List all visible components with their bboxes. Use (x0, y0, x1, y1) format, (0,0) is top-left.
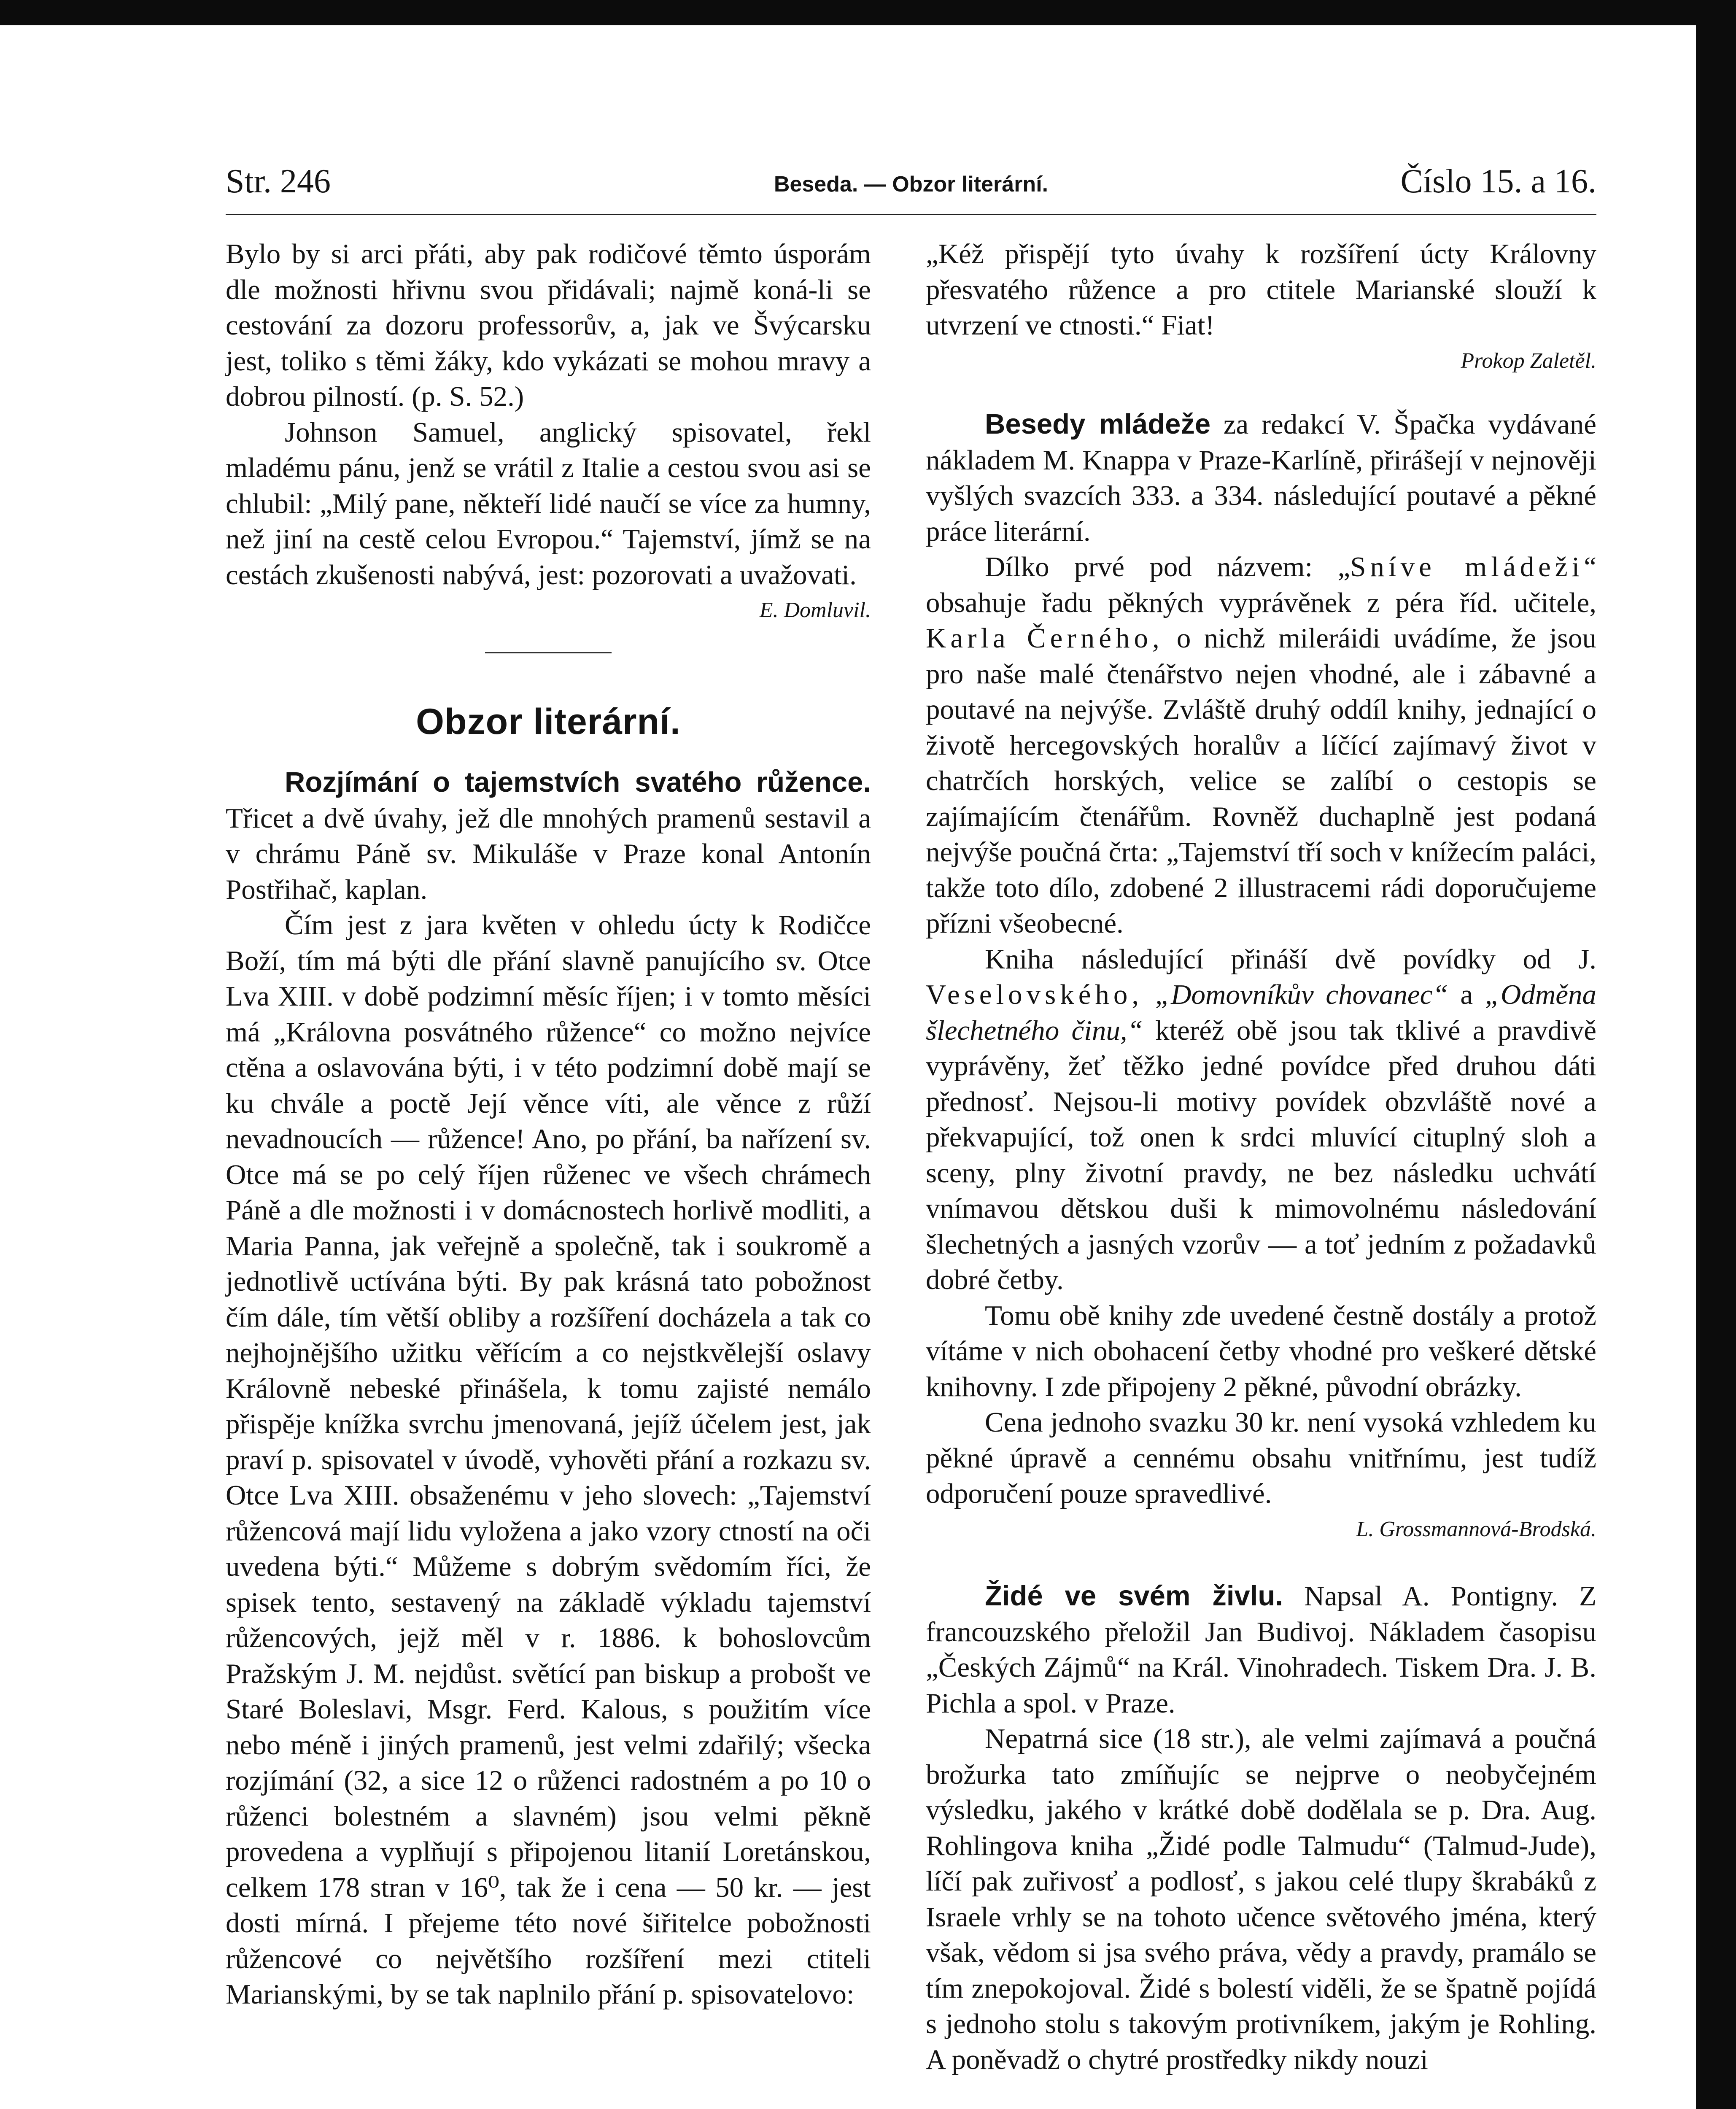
review-zide-intro (926, 1578, 1596, 1721)
review-rozjimani-body: Čím jest z jara květen v ohledu úcty k Rodičce Boží, tím má býti dle přání slavně panujícího sv. Otce Lva XIII. v době podzimní měsíc říjen; i v tomto měsíci má „Královna posvátného růžence“ co možno nejvíce ctěna a oslavována býti, i v této podzimní době mají se ku chvále a poctě Její věnce víti, ale věnce z růží nevadnoucích — růžence! Ano, po přání, ba nařízení sv. Otce má se po celý říjen růženec ve všech chrámech Páně a dle možnosti i v domácnostech horlivě modliti, a Maria Panna, jak veřejně a společně, tak i soukromě a jednotlivě uctívána býti. By pak krásná tato pobožnost čím dále, tím větší obliby a rozšíření docházela a tak co nejhojnějšího užitku věřícím a co nejstkvělejší oslavy Královně nebeské přinášela, k tomu zajisté nemálo přispěje knížka svrchu jmenovaná, jejíž účelem jest, jak praví p. spisovatel v úvodě, vyhověti přání a rozkazu sv. Otce Lva XIII. obsaženému v jeho slovech: „Tajemství růžencová mají lidu vyložena a jako vzory ctností na oči uvedena býti.“ Můžeme s dobrým svědomím říci, že spisek tento, sestavený na základě výkladu tajemství růžencových, jejž měl v r. 1886. k bohoslovcům Pražským J. M. nejdůst. světící pan biskup a probošt ve Staré Boleslavi, Msgr. Ferd. Kalous, s použitím více nebo méně i jiných pramenů, jest velmi zdařilý; všecka rozjímání (32, a sice 12 o růženci radostném a po 10 o růženci bolestném a slavném) jsou velmi pěkně provedena a vyplňují s připojenou litanií Loretánskou, celkem 178 stran v 16⁰, tak že i cena — 50 kr. — jest dosti mírná. I přejeme této nové šiřitelce pobožnosti růžencové co největšího rozšíření mezi ctiteli Marianskými, by se tak naplnilo přání p. spisovatelovo: (226, 909, 871, 2010)
right-paragraph-1: „Kéž přispějí tyto úvahy k rozšíření úcty Královny přesvatého růžence a pro ctitele Marianské slouží k utvrzení ve ctnosti.“ Fiat! (926, 238, 1596, 341)
section-title: Obzor literární. (416, 701, 681, 742)
author-cerny: Karla Černého, (926, 623, 1164, 654)
review-besedy-p5: Cena jednoho svazku 30 kr. není vysoká vzhledem ku pěkné úpravě a cennému obsahu vnitřnímu, jest tudíž odporučení pouze spravedlivé. (926, 1407, 1596, 1509)
review-rozjimani-info: Třicet a dvě úvahy, jež dle mnohých pramenů sestavil a v chrámu Páně sv. Mikuláše v Praze konal Antonín Postřihač, kaplan. (226, 802, 871, 905)
section-separator (485, 652, 612, 653)
author-veselovsky: Veselovského, (926, 979, 1143, 1010)
book-title-odmena: „Odměna šlechetného činu,“ (926, 979, 1597, 1046)
left-column (226, 236, 871, 2012)
issue-number: Číslo 15. a 16. (1400, 163, 1596, 200)
signature-domluvil: E. Domluvil. (759, 598, 871, 622)
review-zide-body: Nepatrná sice (18 str.), ale velmi zajímavá a poučná brožurka tato zmíňujíc se nejprve o neobyčejném výsledku, jakého v krátké době dodělala se p. Dra. Aug. Rohlingova kniha „Židé podle Talmudu“ (Talmud-Jude), líčí pak zuřivosť a podlosť, s jakou celé tlupy škrabáků z Israele vrhly se na tohoto učence světového jména, který však, vědom si jsa svého práva, vědy a pravdy, pramálo se tím znepokojoval. Židé s bolestí viděli, že se špatně pojídá s jednoho stolu s takovým protivníkem, jakým je Rohling. A poněvadž o chytré prostředky nikdy nouzi (926, 1723, 1596, 2075)
review-besedy-p3: Kniha následující přináší dvě povídky od J. Veselovského, „Domovníkův chovanec“ a „Odměna šlechetného činu,“ kteréž obě jsou tak tklivé a pravdivě vyprávěny, žeť těžko jedné povídce před druhou dáti přednosť. Nejsou-li motivy povídek obzvláště nové a překvapující, tož onen k srdci mluvící cituplný sloh a sceny, plny životní pravdy, ne bez následku uchvátí vnímavou dětskou duši k mimovolnému následování šlechetných a jasných vzorův — a toť jedním z požadavků dobré četby. (926, 943, 1597, 1295)
header-rule (226, 214, 1596, 215)
johnson-paragraph: Johnson Samuel, anglický spisovatel, řekl mladému pánu, jenž se vrátil z Italie a cestou svou asi se chlubil: „Milý pane, někteří lidé naučí se více za humny, než jiní na cestě celou Evropou.“ Tajemství, jímž se na cestách zkušenosti nabývá, jest: pozorovati a uvažovati. (226, 416, 871, 591)
review-besedy-p2: Dílko prvé pod názvem: „Sníve mládeži“ obsahuje řadu pěkných vyprávěnek z péra říd. učitele, Karla Černého, o nichž mileráidi uvádíme, že jsou pro naše malé čtenářstvo nejen vhodné, ale i zábavné a poutavé na nejvýše. Zvláště druhý oddíl knihy, jednající o životě hercegovských horalův a líčící zajímavý život v chatrčích horských, velice se zalíbí o cestopis se zajímajícím čtenářům. Rovněž duchaplně jest podaná nejvýše poučná črta: „Tajemství tří soch v knížecím paláci, takže toto dílo, zdobené 2 illustracemi rádi doporučujeme přízni všeobecné. (926, 551, 1596, 939)
page-number: Str. 246 (226, 163, 331, 200)
review-besedy-intro (926, 407, 1596, 549)
book-title-domovnikuv: „Domovníkův chovanec“ (1155, 979, 1448, 1010)
left-paragraph-1: Bylo by si arci přáti, aby pak rodičové těmto úsporám dle možnosti hřivnu svou přidávali; najmě koná-li se cestování za dozoru professorův, a, jak ve Švýcarsku jest, toliko s těmi žáky, kdo vykázati se mohou mravy a dobrou pilností. (p. S. 52.) (226, 238, 871, 412)
review-besedy-info: za redakcí V. Špačka vydávané nákladem M. Knappa v Praze-Karlíně, přirášejí v nejnověji vyšlých svazcích 333. a 334. následující poutavé a pěkné práce literární. (926, 409, 1596, 547)
right-column (926, 236, 1596, 2077)
review-heading-rozjimani: Rozjímání o tajemstvích svatého růžence. (285, 766, 871, 798)
running-header (226, 162, 1596, 209)
scan-border-right (1696, 0, 1736, 2109)
signature-zaletel: Prokop Zaletěl. (1461, 348, 1596, 373)
review-rozjimani-intro (226, 765, 871, 907)
signature-grossmannova: L. Grossmannová-Brodská. (1356, 1517, 1596, 1541)
scan-border-top (0, 0, 1736, 25)
review-heading-besedy: Besedy mládeže (985, 408, 1211, 440)
book-title-snive: Sníve mládeži (1350, 551, 1584, 583)
running-title: Beseda. — Obzor literární. (774, 172, 1049, 197)
review-zide-info: Napsal A. Pontigny. Z francouzského přeložil Jan Budivoj. Nákladem časopisu „Českých Zájmů“ na Král. Vinohradech. Tiskem Dra. J. B. Pichla a spol. v Praze. (926, 1580, 1596, 1719)
review-besedy-p4: Tomu obě knihy zde uvedené čestně dostály a protož vítáme v nich obohacení četby vhodné pro veškeré dětské knihovny. I zde připojeny 2 pěkné, původní obrázky. (926, 1300, 1596, 1402)
review-heading-zide: Židé ve svém živlu. (985, 1580, 1283, 1612)
